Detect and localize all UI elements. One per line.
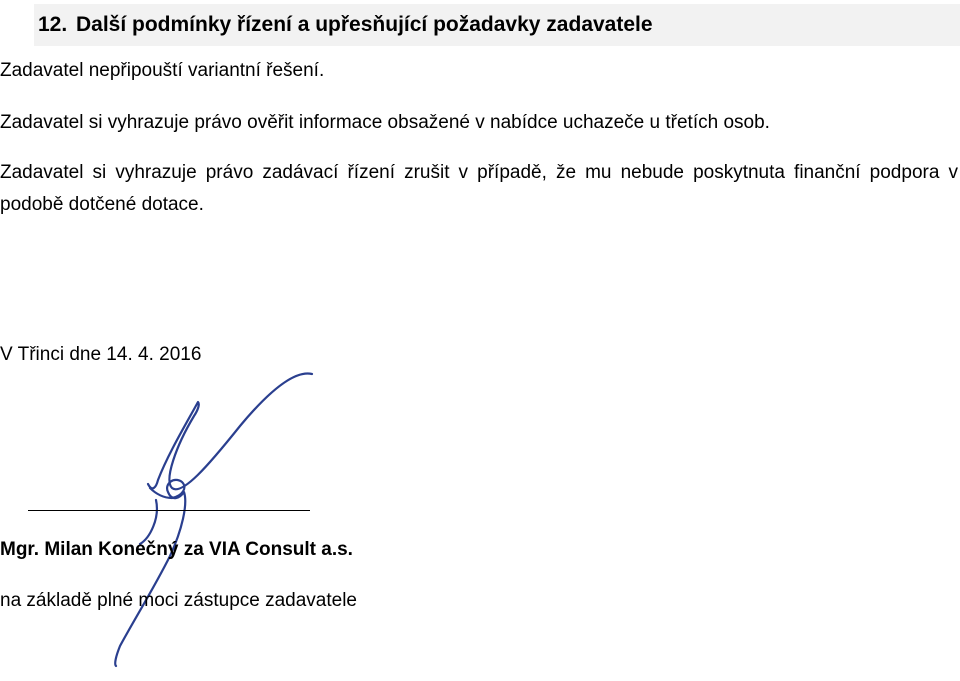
handwritten-signature <box>90 368 330 668</box>
paragraph-verification: Zadavatel si vyhrazuje právo ověřit informace obsažené v nabídce uchazeče u třetích osob. <box>0 112 770 133</box>
signature-line <box>28 510 310 511</box>
signature-lower-stroke <box>115 480 185 666</box>
signature-upper-stroke <box>148 373 312 489</box>
signatory-role: na základě plné moci zástupce zadavatele <box>0 590 358 611</box>
place-and-date: V Třinci dne 14. 4. 2016 <box>0 344 202 365</box>
section-heading <box>34 4 960 46</box>
paragraph-cancellation: Zadavatel si vyhrazuje právo zadávací řízení zrušit v případě, že mu nebude poskytnuta finanční podpora v podobě dotčené dotace. <box>0 162 958 215</box>
section-title: Další podmínky řízení a upřesňující požadavky zadavatele <box>76 13 653 36</box>
paragraph-variants: Zadavatel nepřipouští variantní řešení. <box>0 60 325 81</box>
signatory-name: Mgr. Milan Konečný za VIA Consult a.s. <box>0 539 353 560</box>
section-number: 12. <box>38 13 68 36</box>
